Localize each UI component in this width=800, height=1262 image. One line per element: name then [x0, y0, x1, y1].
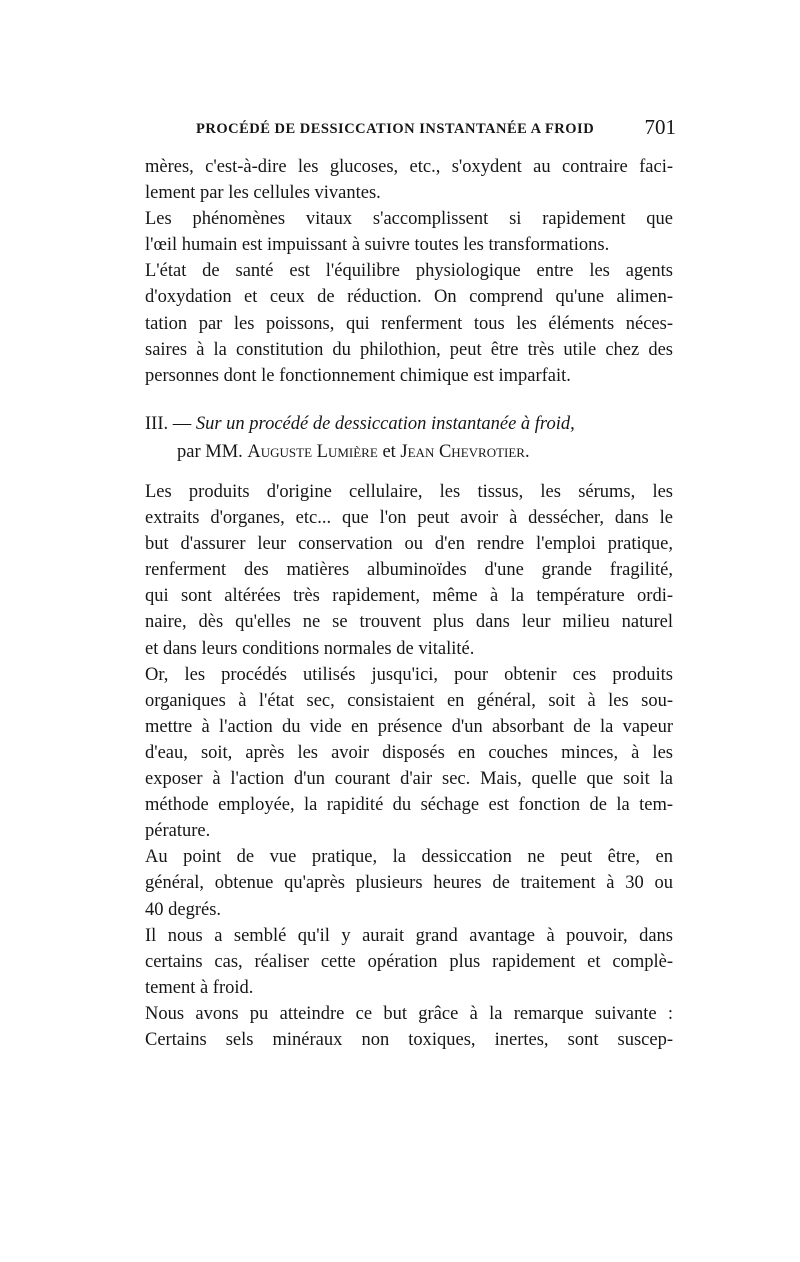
paragraph	[145, 662, 673, 845]
text-line: personnes dont le fonctionnement chimique est imparfait.	[145, 365, 571, 386]
paragraph	[145, 923, 673, 1001]
text-line: Les phénomènes vitaux s'accomplissent si rapidement que	[145, 209, 673, 230]
text-line: Or, les procédés utilisés jusqu'ici, pour obtenir ces produits	[145, 664, 673, 685]
text-line: tement à froid.	[145, 977, 254, 998]
text-line: l'œil humain est impuissant à suivre toutes les transformations.	[145, 235, 610, 256]
section-heading	[145, 410, 673, 466]
author-name: Jean Chevrotier.	[400, 442, 530, 462]
section-number: III. —	[145, 414, 192, 434]
text-line: 40 degrés.	[145, 899, 222, 920]
paragraph	[145, 844, 673, 922]
paragraph	[145, 479, 673, 662]
text-line: d'oxydation et ceux de réduction. On comprend qu'une alimen-	[145, 287, 673, 308]
text-line: Au point de vue pratique, la dessiccation ne peut être, en	[145, 847, 673, 868]
text-line: renferment des matières albuminoïdes d'une grande fragilité,	[145, 560, 673, 581]
running-header	[196, 115, 676, 139]
text-line: pérature.	[145, 821, 211, 842]
paragraph	[145, 154, 673, 206]
text-line: et dans leurs conditions normales de vitalité.	[145, 638, 475, 659]
section-byline	[145, 438, 673, 466]
text-line: L'état de santé est l'équilibre physiologique entre les agents	[145, 261, 673, 282]
text-line: d'eau, soit, après les avoir disposés en couches minces, à les	[145, 742, 673, 763]
text-block-top	[145, 154, 673, 389]
author-name: Auguste Lumière	[247, 442, 378, 462]
text-line: exposer à l'action d'un courant d'air sec. Mais, quelle que soit la	[145, 769, 673, 790]
text-line: naire, dès qu'elles ne se trouvent plus dans leur milieu naturel	[145, 612, 673, 633]
paragraph	[145, 258, 673, 388]
text-line: Nous avons pu atteindre ce but grâce à la remarque suivante :	[145, 1003, 673, 1024]
text-line: Les produits d'origine cellulaire, les tissus, les sérums, les	[145, 482, 673, 502]
text-line: but d'assurer leur conservation ou d'en rendre l'emploi pratique,	[145, 534, 673, 555]
section-title-text: Sur un procédé de dessiccation instantanée à froid,	[195, 414, 575, 434]
text-line: organiques à l'état sec, consistaient en général, soit à les sou-	[145, 690, 673, 711]
text-line: Certains sels minéraux non toxiques, inertes, sont suscep-	[145, 1029, 673, 1050]
text-line: général, obtenue qu'après plusieurs heures de traitement à 30 ou	[145, 873, 673, 894]
text-line: extraits d'organes, etc... que l'on peut avoir à dessécher, dans le	[145, 508, 673, 529]
running-title: PROCÉDÉ DE DESSICCATION INSTANTANÉE A FROID	[196, 121, 595, 137]
paragraph	[145, 1027, 673, 1053]
text-line: lement par les cellules vivantes.	[145, 183, 381, 204]
text-line: tation par les poissons, qui renferment tous les éléments néces-	[145, 313, 673, 334]
page-number: 701	[644, 115, 676, 139]
text-line: Il nous a semblé qu'il y aurait grand avantage à pouvoir, dans	[145, 925, 673, 946]
text-line: mettre à l'action du vide en présence d'un absorbant de la vapeur	[145, 716, 673, 737]
text-block-article	[145, 479, 673, 1053]
text-line: saires à la constitution du philothion, peut être très utile chez des	[145, 339, 673, 360]
text-line: méthode employée, la rapidité du séchage est fonction de la tem-	[145, 795, 673, 816]
text-line: mères, c'est-à-dire les glucoses, etc., s'oxydent au contraire faci-	[145, 157, 673, 177]
byline-conjunction: et	[382, 442, 396, 462]
paragraph	[145, 206, 673, 258]
byline-prefix: par MM.	[177, 442, 243, 462]
text-line: certains cas, réaliser cette opération plus rapidement et complè-	[145, 951, 673, 972]
paragraph	[145, 1001, 673, 1027]
text-line: qui sont altérées très rapidement, même à la température ordi-	[145, 586, 673, 607]
